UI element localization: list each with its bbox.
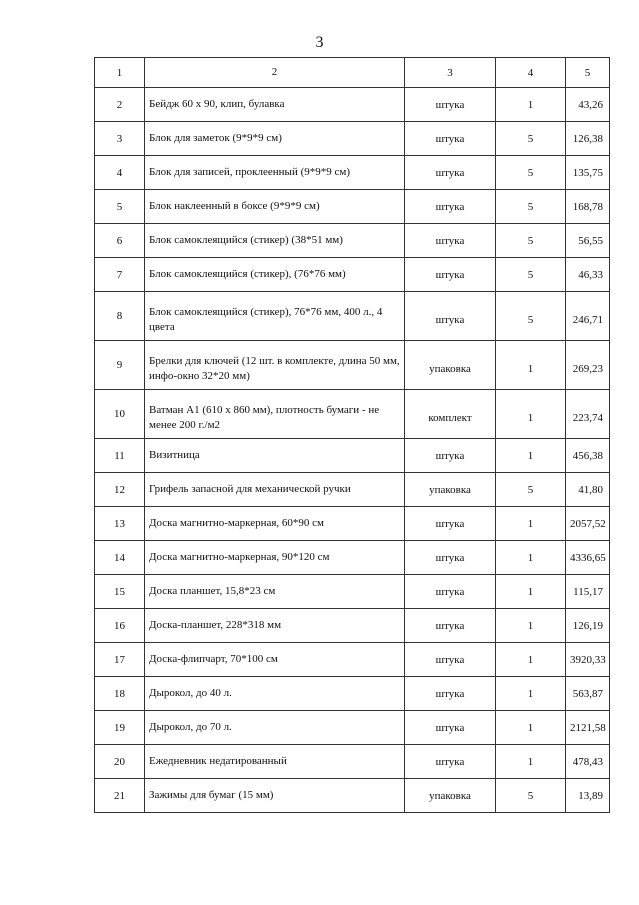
item-price: 246,71 [566,292,610,341]
item-quantity: 1 [496,541,566,575]
item-quantity: 1 [496,677,566,711]
item-unit: штука [405,677,496,711]
item-unit: упаковка [405,341,496,390]
item-quantity: 5 [496,292,566,341]
row-number: 15 [95,575,145,609]
item-unit: штука [405,643,496,677]
item-unit: штука [405,122,496,156]
table-row [95,575,610,609]
item-name: Грифель запасной для механической ручки [145,473,405,507]
item-quantity: 1 [496,643,566,677]
item-price: 135,75 [566,156,610,190]
item-name: Доска планшет, 15,8*23 см [145,575,405,609]
item-quantity: 5 [496,779,566,813]
row-number: 6 [95,224,145,258]
row-number: 7 [95,258,145,292]
row-number: 4 [95,156,145,190]
item-quantity: 1 [496,88,566,122]
table-row [95,292,610,341]
item-name: Дырокол, до 40 л. [145,677,405,711]
item-price: 2057,52 [566,507,610,541]
table-row [95,643,610,677]
item-unit: упаковка [405,779,496,813]
row-number: 20 [95,745,145,779]
row-number: 3 [95,122,145,156]
item-unit: штука [405,292,496,341]
table-row [95,390,610,439]
row-number: 5 [95,190,145,224]
table-row [95,779,610,813]
item-name: Бейдж 60 x 90, клип, булавка [145,88,405,122]
item-price: 126,38 [566,122,610,156]
item-quantity: 5 [496,190,566,224]
table-row [95,156,610,190]
item-name: Доска-флипчарт, 70*100 см [145,643,405,677]
item-name: Визитница [145,439,405,473]
item-unit: штука [405,609,496,643]
item-unit: штука [405,439,496,473]
row-number: 14 [95,541,145,575]
table-row [95,711,610,745]
item-name: Брелки для ключей (12 шт. в комплекте, длина 50 мм, инфо-окно 32*20 мм) [145,341,405,390]
table-row [95,745,610,779]
table-row [95,609,610,643]
item-unit: штука [405,507,496,541]
row-number: 13 [95,507,145,541]
column-header: 4 [496,58,566,88]
item-price: 56,55 [566,224,610,258]
item-price: 3920,33 [566,643,610,677]
item-unit: штука [405,575,496,609]
item-price: 46,33 [566,258,610,292]
column-header: 3 [405,58,496,88]
item-name: Доска магнитно-маркерная, 60*90 см [145,507,405,541]
item-name: Блок самоклеящийся (стикер) (38*51 мм) [145,224,405,258]
item-price: 2121,58 [566,711,610,745]
table-row [95,439,610,473]
table-row [95,473,610,507]
item-name: Дырокол, до 70 л. [145,711,405,745]
table-row [95,122,610,156]
item-quantity: 1 [496,341,566,390]
item-price: 223,74 [566,390,610,439]
item-unit: комплект [405,390,496,439]
item-name: Ватман А1 (610 x 860 мм), плотность бумаги - не менее 200 г./м2 [145,390,405,439]
table-row [95,88,610,122]
table-row [95,507,610,541]
item-name: Блок для заметок (9*9*9 см) [145,122,405,156]
item-unit: штука [405,190,496,224]
row-number: 17 [95,643,145,677]
column-header: 2 [145,58,405,88]
item-price: 269,23 [566,341,610,390]
row-number: 8 [95,292,145,341]
page-number: 3 [315,34,324,51]
table-header-row [95,58,610,88]
item-quantity: 5 [496,224,566,258]
item-name: Блок самоклеящийся (стикер), 76*76 мм, 400 л., 4 цвета [145,292,405,341]
item-unit: штука [405,258,496,292]
item-unit: штука [405,541,496,575]
item-price: 43,26 [566,88,610,122]
item-name: Блок наклеенный в боксе (9*9*9 см) [145,190,405,224]
table-row [95,341,610,390]
table-row [95,258,610,292]
item-quantity: 5 [496,473,566,507]
item-name: Доска магнитно-маркерная, 90*120 см [145,541,405,575]
item-quantity: 1 [496,745,566,779]
item-name: Зажимы для бумаг (15 мм) [145,779,405,813]
item-name: Доска-планшет, 228*318 мм [145,609,405,643]
item-quantity: 1 [496,439,566,473]
table-row [95,541,610,575]
row-number: 16 [95,609,145,643]
row-number: 19 [95,711,145,745]
item-price: 115,17 [566,575,610,609]
item-price: 4336,65 [566,541,610,575]
item-unit: штука [405,156,496,190]
table-row [95,224,610,258]
goods-table [94,57,610,813]
item-quantity: 1 [496,609,566,643]
item-unit: штука [405,224,496,258]
row-number: 10 [95,390,145,439]
row-number: 9 [95,341,145,390]
row-number: 18 [95,677,145,711]
item-quantity: 1 [496,575,566,609]
row-number: 2 [95,88,145,122]
table-body [95,88,610,813]
item-price: 126,19 [566,609,610,643]
row-number: 11 [95,439,145,473]
item-price: 456,38 [566,439,610,473]
item-price: 168,78 [566,190,610,224]
item-quantity: 1 [496,507,566,541]
item-price: 563,87 [566,677,610,711]
item-name: Блок для записей, проклеенный (9*9*9 см) [145,156,405,190]
item-quantity: 5 [496,122,566,156]
item-price: 13,89 [566,779,610,813]
item-price: 478,43 [566,745,610,779]
item-quantity: 1 [496,390,566,439]
item-price: 41,80 [566,473,610,507]
item-quantity: 1 [496,711,566,745]
item-unit: штука [405,745,496,779]
item-name: Ежедневник недатированный [145,745,405,779]
item-unit: упаковка [405,473,496,507]
table-row [95,190,610,224]
row-number: 21 [95,779,145,813]
item-quantity: 5 [496,156,566,190]
column-header: 5 [566,58,610,88]
item-name: Блок самоклеящийся (стикер), (76*76 мм) [145,258,405,292]
table-row [95,677,610,711]
item-unit: штука [405,88,496,122]
column-header: 1 [95,58,145,88]
item-unit: штука [405,711,496,745]
row-number: 12 [95,473,145,507]
item-quantity: 5 [496,258,566,292]
